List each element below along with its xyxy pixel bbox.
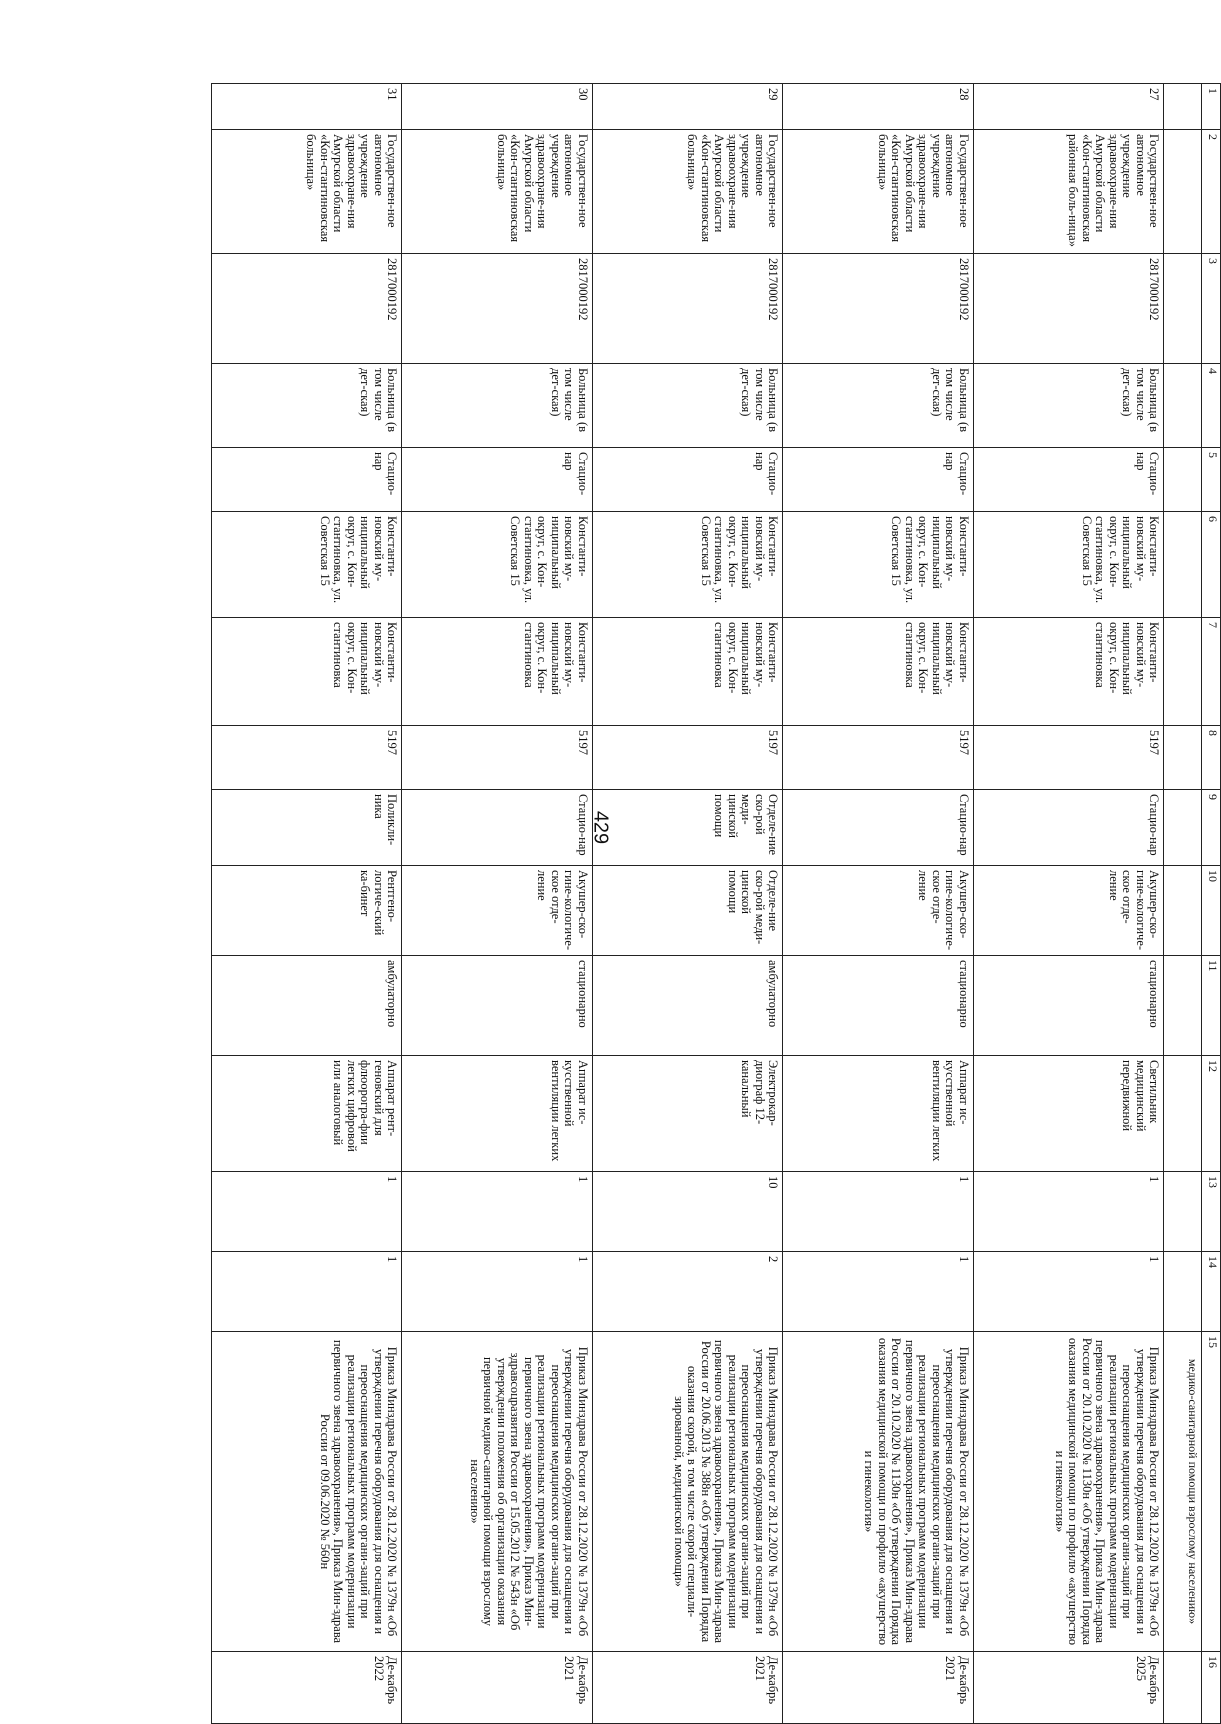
row-number: 31 bbox=[212, 84, 403, 130]
delivery-date: Де-кабрь 2022 bbox=[212, 1652, 403, 1724]
table-row bbox=[973, 84, 1163, 1724]
care-condition: стационарно bbox=[402, 956, 592, 1056]
empty-cell bbox=[1164, 364, 1202, 448]
empty-cell bbox=[1164, 1652, 1202, 1724]
row-number: 29 bbox=[592, 84, 782, 130]
empty-cell bbox=[1164, 726, 1202, 790]
equipment-name: Аппарат ис-кусственной вентиляции легких bbox=[783, 1056, 973, 1172]
empty-cell bbox=[1164, 956, 1202, 1056]
equipment-name: Аппарат ис-кусственной вентиляции легких bbox=[402, 1056, 592, 1172]
quantity-secondary: 1 bbox=[402, 1252, 592, 1332]
column-number: 16 bbox=[1202, 1652, 1221, 1724]
care-form: Стацио-нар bbox=[592, 448, 782, 512]
department: Акушер-ско-гине-кологиче-ское отде-ление bbox=[402, 866, 592, 956]
column-number-row bbox=[1202, 84, 1221, 1724]
legal-basis: Приказ Минздрава России от 28.12.2020 № 1379н «Об утверждении перечня оборудования для оснащения и переоснащения медицинских органи-заций при реализации региональных программ модернизации первичного звена здравоохранения», Приказ Мин-здрава России от 20.10.2020 № 1130н «Об утверждении Порядка оказания медицинской помощи по профилю «акушерство и гинекология» bbox=[783, 1332, 973, 1652]
column-number: 11 bbox=[1202, 956, 1221, 1056]
org-code: 2817000192 bbox=[212, 254, 403, 364]
empty-cell bbox=[1164, 618, 1202, 726]
subdivision: Стацио-нар bbox=[402, 790, 592, 866]
row-number: 28 bbox=[783, 84, 973, 130]
quantity-secondary: 2 bbox=[592, 1252, 782, 1332]
care-form: Стацио-нар bbox=[212, 448, 403, 512]
subdivision: Стацио-нар bbox=[973, 790, 1163, 866]
care-condition: стационарно bbox=[783, 956, 973, 1056]
legal-basis: Приказ Минздрава России от 28.12.2020 № 1379н «Об утверждении перечня оборудования для оснащения и переоснащения медицинских органи-заций при реализации региональных программ модернизации первичного звена здравоохранения», Приказ Мин-здрава России от 20.10.2020 № 1130н «Об утверждении Порядка оказания медицинской помощи по профилю «акушерство и гинекология» bbox=[973, 1332, 1163, 1652]
department: Рентгено-логиче-ский ка-бинет bbox=[212, 866, 403, 956]
legal-basis: Приказ Минздрава России от 28.12.2020 № 1379н «Об утверждении перечня оборудования для оснащения и переоснащения медицинских органи-заций при реализации региональных программ модернизации первичного звена здравоохранения», Приказ Мин-здравсоцразвития России от 15.05.2012 № 543н «Об утверждении положения об организации оказания первичной медико-санитарной помощи взрослому населению» bbox=[402, 1332, 592, 1652]
column-number: 7 bbox=[1202, 618, 1221, 726]
oktmo-code: 5197 bbox=[212, 726, 403, 790]
column-number: 8 bbox=[1202, 726, 1221, 790]
empty-cell bbox=[1164, 448, 1202, 512]
empty-cell bbox=[1164, 512, 1202, 618]
organization-name: Государствен-ное автономное учреждение здравоохране-ния Амурской области «Кон-стантиновская больница» bbox=[212, 130, 403, 254]
municipality: Константи-новский му-ниципальный округ, с. Кон-стантиновка bbox=[212, 618, 403, 726]
oktmo-code: 5197 bbox=[973, 726, 1163, 790]
empty-cell bbox=[1164, 254, 1202, 364]
column-number: 10 bbox=[1202, 866, 1221, 956]
quantity-secondary: 1 bbox=[783, 1252, 973, 1332]
quantity-cell: 1 bbox=[783, 1172, 973, 1252]
column-number: 3 bbox=[1202, 254, 1221, 364]
quantity-cell: 1 bbox=[212, 1172, 403, 1252]
column-number: 2 bbox=[1202, 130, 1221, 254]
column-number: 12 bbox=[1202, 1056, 1221, 1172]
department: Акушер-ско-гине-кологиче-ское отде-ление bbox=[973, 866, 1163, 956]
address: Константи-новский му-ниципальный округ, с. Кон-стантиновка, ул. Советская 15 bbox=[973, 512, 1163, 618]
organization-name: Государствен-ное автономное учреждение здравоохране-ния Амурской области «Кон-стантиновская районная боль-ница» bbox=[973, 130, 1163, 254]
subdivision: Отделе-ние ско-рой меди-цинской помощи bbox=[592, 790, 782, 866]
row-number: 27 bbox=[973, 84, 1163, 130]
address: Константи-новский му-ниципальный округ, с. Кон-стантиновка, ул. Советская 15 bbox=[402, 512, 592, 618]
legal-basis: Приказ Минздрава России от 28.12.2020 № 1379н «Об утверждении перечня оборудования для оснащения и переоснащения медицинских органи-заций при реализации региональных программ модернизации первичного звена здравоохранения», Приказ Мин-здрава России от 09.06.2020 № 560н bbox=[212, 1332, 403, 1652]
org-code: 2817000192 bbox=[783, 254, 973, 364]
empty-cell bbox=[1164, 790, 1202, 866]
subdivision: Поликли-ника bbox=[212, 790, 403, 866]
quantity-secondary: 1 bbox=[212, 1252, 403, 1332]
care-form: Стацио-нар bbox=[973, 448, 1163, 512]
delivery-date: Де-кабрь 2021 bbox=[402, 1652, 592, 1724]
column-number: 5 bbox=[1202, 448, 1221, 512]
subdivision: Стацио-нар bbox=[783, 790, 973, 866]
facility-type: Больница (в том числе дет-ская) bbox=[212, 364, 403, 448]
empty-cell bbox=[1164, 866, 1202, 956]
equipment-name: Аппарат рент-геновский для флюорогра-фии легких цифровой или аналоговый bbox=[212, 1056, 403, 1172]
column-number: 1 bbox=[1202, 84, 1221, 130]
delivery-date: Де-кабрь 2021 bbox=[783, 1652, 973, 1724]
column-number: 4 bbox=[1202, 364, 1221, 448]
equipment-table-container bbox=[211, 83, 1221, 1723]
org-code: 2817000192 bbox=[402, 254, 592, 364]
facility-type: Больница (в том числе дет-ская) bbox=[592, 364, 782, 448]
organization-name: Государствен-ное автономное учреждение здравоохране-ния Амурской области «Кон-стантиновская больница» bbox=[592, 130, 782, 254]
care-condition: стационарно bbox=[973, 956, 1163, 1056]
facility-type: Больница (в том числе дет-ская) bbox=[783, 364, 973, 448]
equipment-name: Светильник медицинский передвижной bbox=[973, 1056, 1163, 1172]
care-condition: амбулаторно bbox=[592, 956, 782, 1056]
table-row bbox=[402, 84, 592, 1724]
table-row bbox=[592, 84, 782, 1724]
page-number: 429 bbox=[589, 810, 612, 845]
address: Константи-новский му-ниципальный округ, с. Кон-стантиновка, ул. Советская 15 bbox=[783, 512, 973, 618]
equipment-name: Электрокар-диограф 12-канальный bbox=[592, 1056, 782, 1172]
quantity-secondary: 1 bbox=[973, 1252, 1163, 1332]
delivery-date: Де-кабрь 2025 bbox=[973, 1652, 1163, 1724]
column-number: 13 bbox=[1202, 1172, 1221, 1252]
table-body bbox=[212, 84, 1202, 1724]
municipality: Константи-новский му-ниципальный округ, с. Кон-стантиновка bbox=[973, 618, 1163, 726]
column-number: 6 bbox=[1202, 512, 1221, 618]
delivery-date: Де-кабрь 2021 bbox=[592, 1652, 782, 1724]
table-row bbox=[783, 84, 973, 1724]
municipality: Константи-новский му-ниципальный округ, с. Кон-стантиновка bbox=[402, 618, 592, 726]
municipality: Константи-новский му-ниципальный округ, с. Кон-стантиновка bbox=[783, 618, 973, 726]
org-code: 2817000192 bbox=[973, 254, 1163, 364]
row-number: 30 bbox=[402, 84, 592, 130]
continuation-text: медико-санитарной помощи взрослому населению» bbox=[1164, 1332, 1202, 1652]
column-number: 9 bbox=[1202, 790, 1221, 866]
quantity-cell: 10 bbox=[592, 1172, 782, 1252]
organization-name: Государствен-ное автономное учреждение здравоохране-ния Амурской области «Кон-стантиновская больница» bbox=[783, 130, 973, 254]
legal-basis: Приказ Минздрава России от 28.12.2020 № 1379н «Об утверждении перечня оборудования для оснащения и переоснащения медицинских органи-заций при реализации региональных программ модернизации первичного звена здравоохранения», Приказ Мин-здрава России от 20.06.2013 № 388н «Об утверждении Порядка оказания скорой, в том числе скорой специали-зированной, медицинской помощи» bbox=[592, 1332, 782, 1652]
address: Константи-новский му-ниципальный округ, с. Кон-стантиновка, ул. Советская 15 bbox=[212, 512, 403, 618]
empty-cell bbox=[1164, 84, 1202, 130]
oktmo-code: 5197 bbox=[783, 726, 973, 790]
column-number: 14 bbox=[1202, 1252, 1221, 1332]
org-code: 2817000192 bbox=[592, 254, 782, 364]
municipality: Константи-новский му-ниципальный округ, с. Кон-стантиновка bbox=[592, 618, 782, 726]
empty-cell bbox=[1164, 1252, 1202, 1332]
table-header bbox=[1202, 84, 1221, 1724]
empty-cell bbox=[1164, 130, 1202, 254]
table-row bbox=[212, 84, 403, 1724]
column-number: 15 bbox=[1202, 1332, 1221, 1652]
care-form: Стацио-нар bbox=[402, 448, 592, 512]
quantity-cell: 1 bbox=[973, 1172, 1163, 1252]
equipment-table bbox=[211, 83, 1221, 1724]
department: Акушер-ско-гине-кологиче-ское отде-ление bbox=[783, 866, 973, 956]
facility-type: Больница (в том числе дет-ская) bbox=[402, 364, 592, 448]
continuation-row bbox=[1164, 84, 1202, 1724]
quantity-cell: 1 bbox=[402, 1172, 592, 1252]
oktmo-code: 5197 bbox=[402, 726, 592, 790]
care-form: Стацио-нар bbox=[783, 448, 973, 512]
oktmo-code: 5197 bbox=[592, 726, 782, 790]
empty-cell bbox=[1164, 1056, 1202, 1172]
care-condition: амбулаторно bbox=[212, 956, 403, 1056]
organization-name: Государствен-ное автономное учреждение здравоохране-ния Амурской области «Кон-стантиновская больница» bbox=[402, 130, 592, 254]
empty-cell bbox=[1164, 1172, 1202, 1252]
address: Константи-новский му-ниципальный округ, с. Кон-стантиновка, ул. Советская 15 bbox=[592, 512, 782, 618]
facility-type: Больница (в том числе дет-ская) bbox=[973, 364, 1163, 448]
department: Отделе-ние ско-рой меди-цинской помощи bbox=[592, 866, 782, 956]
